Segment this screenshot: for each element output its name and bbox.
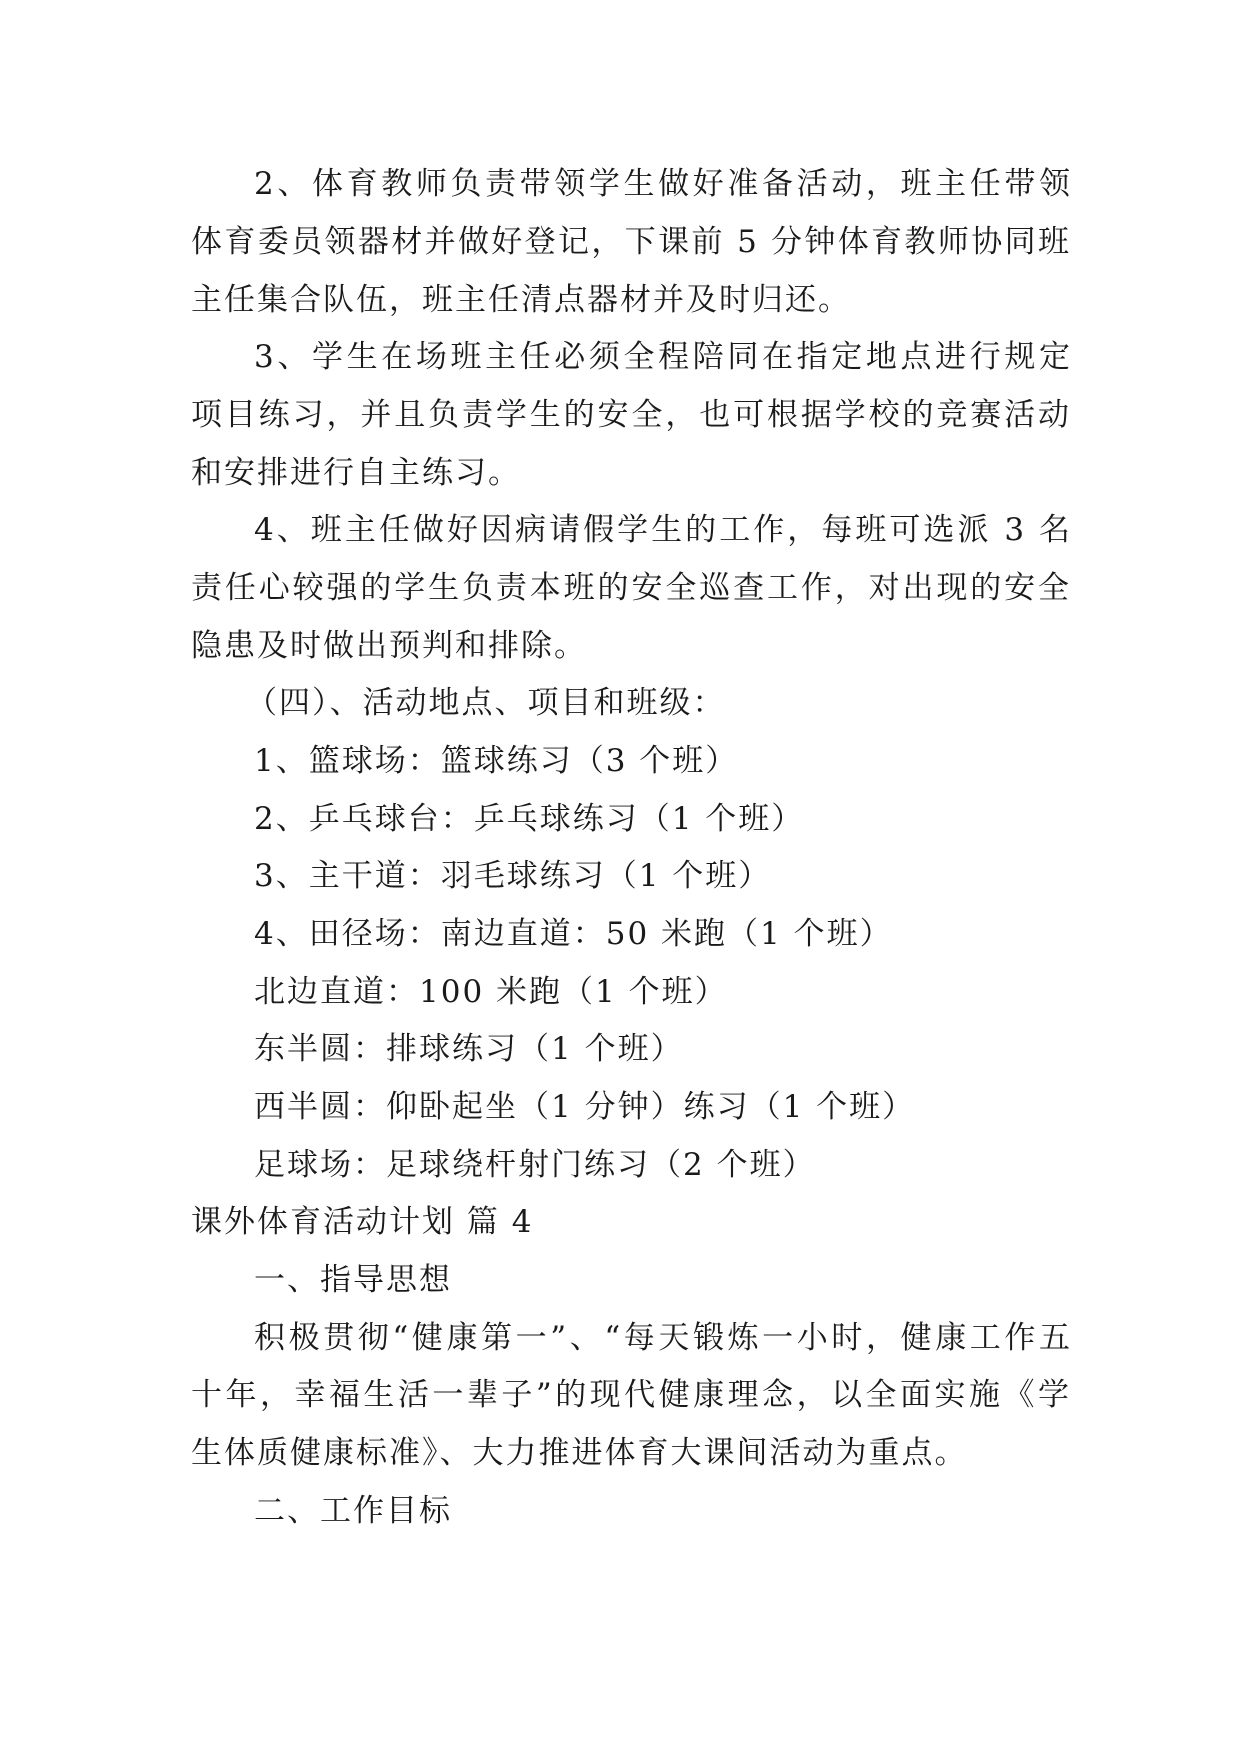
list-item-badminton: 3、主干道：羽毛球练习（1 个班） xyxy=(254,858,772,894)
paragraph-4-line-2: 责任心较强的学生负责本班的安全巡查工作，对出现的安全 xyxy=(191,570,1071,606)
list-item-basketball: 1、篮球场：篮球练习（3 个班） xyxy=(254,743,739,779)
paragraph-2-line-3: 主任集合队伍，班主任清点器材并及时归还。 xyxy=(191,282,851,318)
list-item-track-south: 4、田径场：南边直道：50 米跑（1 个班） xyxy=(254,916,893,952)
list-item-east-semicircle: 东半圆：排球练习（1 个班） xyxy=(254,1031,684,1067)
paragraph-2-line-2: 体育委员领器材并做好登记，下课前 5 分钟体育教师协同班 xyxy=(191,224,1071,260)
list-item-table-tennis: 2、乒乓球台：乒乓球练习（1 个班） xyxy=(254,801,805,837)
paragraph-4-line-3: 隐患及时做出预判和排除。 xyxy=(191,628,587,664)
list-item-track-north: 北边直道：100 米跑（1 个班） xyxy=(254,974,728,1010)
paragraph-ideology-line-1: 积极贯彻“健康第一”、“每天锻炼一小时，健康工作五 xyxy=(254,1320,1072,1356)
paragraph-3-line-3: 和安排进行自主练习。 xyxy=(191,455,521,491)
heading-guiding-ideology: 一、指导思想 xyxy=(254,1262,452,1298)
paragraph-ideology-line-3: 生体质健康标准》、大力推进体育大课间活动为重点。 xyxy=(191,1435,968,1471)
paragraph-2-line-1: 2、体育教师负责带领学生做好准备活动，班主任带领 xyxy=(254,166,1072,202)
paragraph-3-line-2: 项目练习，并且负责学生的安全，也可根据学校的竞赛活动 xyxy=(191,397,1071,433)
paragraph-3-line-1: 3、学生在场班主任必须全程陪同在指定地点进行规定 xyxy=(254,339,1072,375)
list-item-football: 足球场：足球绕杆射门练习（2 个班） xyxy=(254,1147,816,1183)
paragraph-4-line-1: 4、班主任做好因病请假学生的工作，每班可选派 3 名 xyxy=(254,512,1072,548)
heading-work-goals: 二、工作目标 xyxy=(254,1493,452,1529)
section-heading-activity-location: （四）、活动地点、项目和班级： xyxy=(246,685,726,721)
paragraph-ideology-line-2: 十年，幸福生活一辈子”的现代健康理念，以全面实施《学 xyxy=(191,1377,1071,1413)
list-item-west-semicircle: 西半圆：仰卧起坐（1 分钟）练习（1 个班） xyxy=(254,1089,916,1125)
section-title-plan-4: 课外体育活动计划 篇 4 xyxy=(191,1204,534,1240)
